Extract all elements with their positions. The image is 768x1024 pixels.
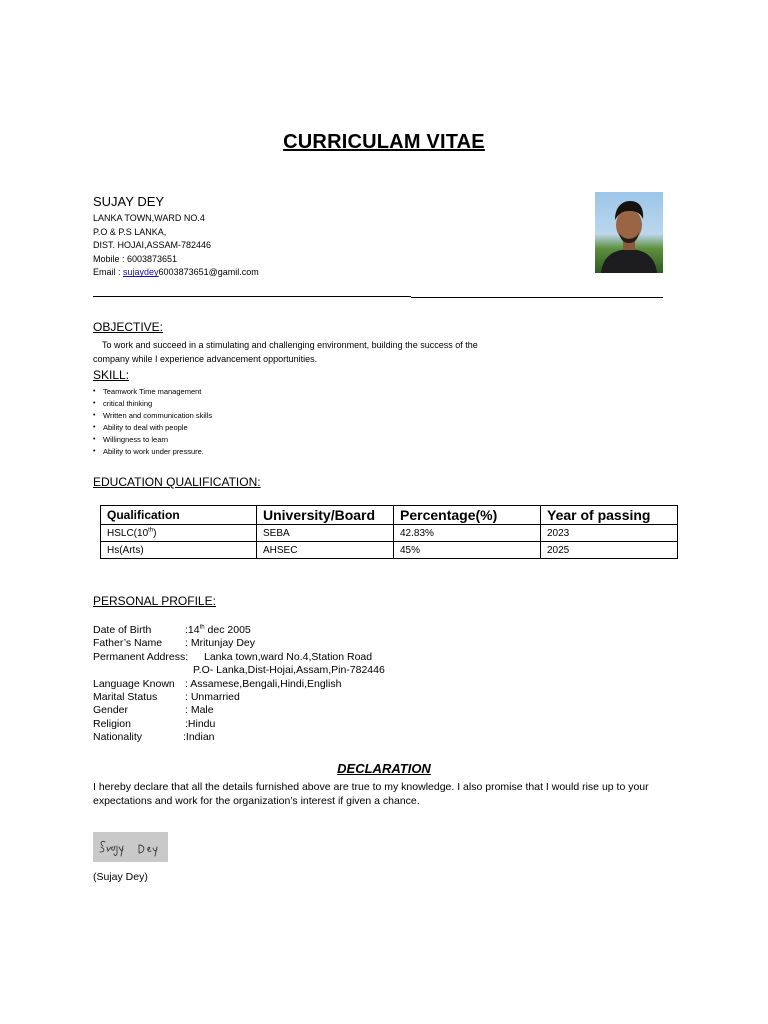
skill-heading: SKILL: bbox=[93, 368, 130, 382]
nationality-value: :Indian bbox=[183, 731, 215, 744]
person-portrait-icon bbox=[595, 192, 663, 273]
father-label: Father’s Name bbox=[93, 637, 163, 650]
skill-item: • Ability to work under pressure. bbox=[93, 446, 212, 458]
column-header: Percentage(%) bbox=[394, 506, 541, 525]
qualification-sup: th bbox=[148, 527, 154, 534]
address-block bbox=[93, 212, 259, 280]
religion-label: Religion bbox=[93, 717, 131, 730]
dob-label: Date of Birth bbox=[93, 624, 152, 636]
applicant-name: SUJAY DEY bbox=[93, 194, 165, 209]
table-cell-percentage: 42.83% bbox=[394, 525, 541, 542]
skill-item: • Teamwork Time management bbox=[93, 386, 212, 398]
table-cell-qualification bbox=[101, 525, 257, 542]
table-cell-board: AHSEC bbox=[257, 542, 394, 559]
handwritten-signature-icon bbox=[93, 832, 168, 862]
table-cell-qualification: Hs(Arts) bbox=[101, 542, 257, 559]
email-link[interactable]: sujaydey bbox=[123, 267, 159, 278]
profile-photo bbox=[595, 192, 663, 273]
skill-list bbox=[93, 386, 212, 458]
gender-value: : Male bbox=[185, 704, 214, 717]
table-cell-percentage: 45% bbox=[394, 542, 541, 559]
signature-image bbox=[93, 832, 168, 862]
skill-item: • Ability to deal with people bbox=[93, 422, 212, 434]
declaration-line: expectations and work for the organization’s interest if given a chance. bbox=[93, 795, 420, 807]
marital-label: Marital Status bbox=[93, 690, 158, 703]
personal-profile-heading: PERSONAL PROFILE: bbox=[93, 594, 216, 608]
objective-line: company while I experience advancement opportunities. bbox=[93, 354, 318, 364]
table-cell-year: 2023 bbox=[541, 525, 678, 542]
language-value: : Assamese,Bengali,Hindi,English bbox=[185, 677, 342, 690]
declaration-text bbox=[93, 780, 673, 808]
gender-label: Gender bbox=[93, 704, 129, 717]
email-rest: 6003873651@gamil.com bbox=[158, 267, 259, 278]
objective-text bbox=[93, 338, 533, 366]
mobile-number: Mobile : 6003873651 bbox=[93, 253, 178, 264]
document-title: CURRICULAM VITAE bbox=[283, 131, 485, 153]
declaration-line: I hereby declare that all the details furnished above are true to my knowledge. I also promise that I would rise up to your bbox=[93, 781, 649, 793]
table-row bbox=[101, 525, 678, 542]
qualification-end: ) bbox=[153, 527, 157, 539]
objective-line: To work and succeed in a stimulating and challenging environment, building the success of the bbox=[102, 340, 478, 350]
address-line: DIST. HOJAI,ASSAM-782446 bbox=[93, 240, 212, 251]
language-label: Language Known bbox=[93, 677, 175, 690]
skill-item: • Written and communication skills bbox=[93, 410, 212, 422]
table-cell-year: 2025 bbox=[541, 542, 678, 559]
table-header-row bbox=[101, 506, 678, 525]
table-cell-board: SEBA bbox=[257, 525, 394, 542]
education-table bbox=[100, 505, 678, 559]
email-label: Email : bbox=[93, 267, 124, 278]
nationality-label: Nationality bbox=[93, 731, 143, 744]
address-label: Permanent Address: bbox=[93, 650, 189, 663]
qualification-text: HSLC(10 bbox=[107, 527, 149, 539]
signed-name: (Sujay Dey) bbox=[93, 871, 148, 883]
dob-value-sup: th bbox=[199, 624, 205, 631]
table-row bbox=[101, 542, 678, 559]
column-header: Year of passing bbox=[541, 506, 678, 525]
divider-line bbox=[93, 296, 411, 297]
column-header: University/Board bbox=[257, 506, 394, 525]
skill-item: • Willingness to learn bbox=[93, 434, 212, 446]
education-heading: EDUCATION QUALIFICATION: bbox=[93, 475, 261, 489]
religion-value: :Hindu bbox=[185, 717, 216, 730]
father-value: : Mritunjay Dey bbox=[185, 637, 256, 650]
divider-line bbox=[411, 297, 663, 298]
address-line: P.O & P.S LANKA, bbox=[93, 226, 167, 237]
dob-value bbox=[185, 624, 251, 637]
address-line: LANKA TOWN,WARD NO.4 bbox=[93, 213, 205, 223]
objective-heading: OBJECTIVE: bbox=[93, 320, 164, 334]
address-value: P.O- Lanka,Dist-Hojai,Assam,Pin-782446 bbox=[193, 664, 385, 677]
dob-value-main: :14 bbox=[185, 624, 200, 636]
declaration-heading: DECLARATION bbox=[337, 761, 431, 776]
address-value: Lanka town,ward No.4,Station Road bbox=[204, 650, 373, 663]
dob-value-end: dec 2005 bbox=[204, 624, 251, 636]
marital-value: : Unmarried bbox=[185, 690, 240, 703]
column-header: Qualification bbox=[101, 506, 257, 525]
email-line bbox=[93, 266, 259, 280]
skill-item: • critical thinking bbox=[93, 398, 212, 410]
